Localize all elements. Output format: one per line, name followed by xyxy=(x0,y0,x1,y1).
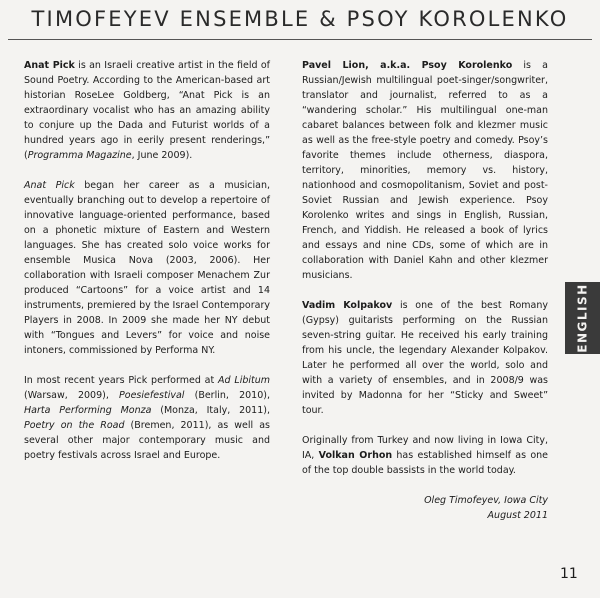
text: (Monza, Italy, 2011), xyxy=(151,405,270,416)
italic-festival: Ad Libitum xyxy=(218,375,270,386)
italic-festival: Poesiefestival xyxy=(119,390,185,401)
text: Originally from Turkey and now living in Iowa City, IA, xyxy=(302,435,548,461)
bold-name: Pavel Lion, a.k.a. Psoy Korolenko xyxy=(302,60,513,71)
italic-title: Programma Magazine xyxy=(27,150,132,161)
text: is an Israeli creative artist in the field of Sound Poetry. According to the American-based art historian RoseLee Goldberg, “Anat Pick is an extraordinary vocalist who has an amazing ability to conjure up the Dada and Futurist worlds of a hundred years ago in eerily present renderings,” ( xyxy=(24,60,270,161)
page-number: 11 xyxy=(560,566,578,582)
anat-pick-career-paragraph xyxy=(24,178,270,358)
anat-pick-intro-paragraph xyxy=(24,58,270,163)
bold-name: Vadim Kolpakov xyxy=(302,300,393,311)
italic-name: Anat Pick xyxy=(24,180,75,191)
signature-line-2: August 2011 xyxy=(487,510,548,521)
left-column xyxy=(24,58,270,478)
volkan-orhon-paragraph xyxy=(302,433,548,478)
signature-line-1: Oleg Timofeyev, Iowa City xyxy=(424,495,548,506)
bold-name: Anat Pick xyxy=(24,60,75,71)
text: (Berlin, 2010), xyxy=(184,390,270,401)
text: is a Russian/Jewish multilingual poet-singer/songwriter, translator and journalist, referred to as a “wandering scholar.” His multilingual one-man cabaret balances between folk and klezmer music as well as the free-style poetry and comedy. Psoy’s favorite themes include otherness, diaspora, territory, minorities, memory vs. history, nationhood and cosmopolitanism, Soviet and post-Soviet Russian and Jewish experience. Psoy Korolenko writes and sings in English, Russian, French, and Yiddish. He released a book of lyrics and essays and nine CDs, some of which are in collaboration with Daniel Kahn and other klezmer musicians. xyxy=(302,60,548,281)
text: began her career as a musician, eventually branching out to develop a repertoire of innovative language-oriented performance, based on a phonetic mixture of Eastern and Western languages. She has created solo voice works for ensemble Musica Nova (2003, 2006). Her collaboration with Israeli composer Menachem Zur produced “Cartoons” for a voice artist and 14 instruments, premiered by the Israel Contemporary Players in 2008. In 2009 she made her NY debut with “Tongues and Levers” for voice and noise intoners, commissioned by Performa NY. xyxy=(24,180,270,356)
anat-pick-performances-paragraph xyxy=(24,373,270,463)
text: (Bremen, 2011), as well as several other major contemporary music and poetry festivals across Israel and Europe. xyxy=(24,420,271,461)
text: , June 2009). xyxy=(131,150,193,161)
text: (Warsaw, 2009), xyxy=(24,390,120,401)
text: In most recent years Pick performed at xyxy=(24,375,219,386)
text: is one of the best Romany (Gypsy) guitarists performing on the Russian seven-string guitar. He received his early training from his uncle, the legendary Alexander Kolpakov. Later he performed all over the world, solo and with a variety of ensembles, and in 2008/9 was invited by Madonna for her “Sticky and Sweet” tour. xyxy=(302,300,548,416)
language-tab-label: ENGLISH xyxy=(575,283,590,353)
bold-name: Volkan Orhon xyxy=(318,450,393,461)
page-title: TIMOFEYEV ENSEMBLE & PSOY KOROLENKO xyxy=(31,7,569,31)
language-tab xyxy=(565,282,600,354)
header-rule xyxy=(8,39,592,40)
psoy-korolenko-paragraph xyxy=(302,58,548,283)
text: has established himself as one of the top double bassists in the world today. xyxy=(302,450,549,476)
italic-festival: Poetry on the Road xyxy=(24,420,125,431)
vadim-kolpakov-paragraph xyxy=(302,298,548,418)
italic-festival: Harta Performing Monza xyxy=(24,405,152,416)
signature xyxy=(302,493,548,523)
right-column xyxy=(302,58,548,523)
